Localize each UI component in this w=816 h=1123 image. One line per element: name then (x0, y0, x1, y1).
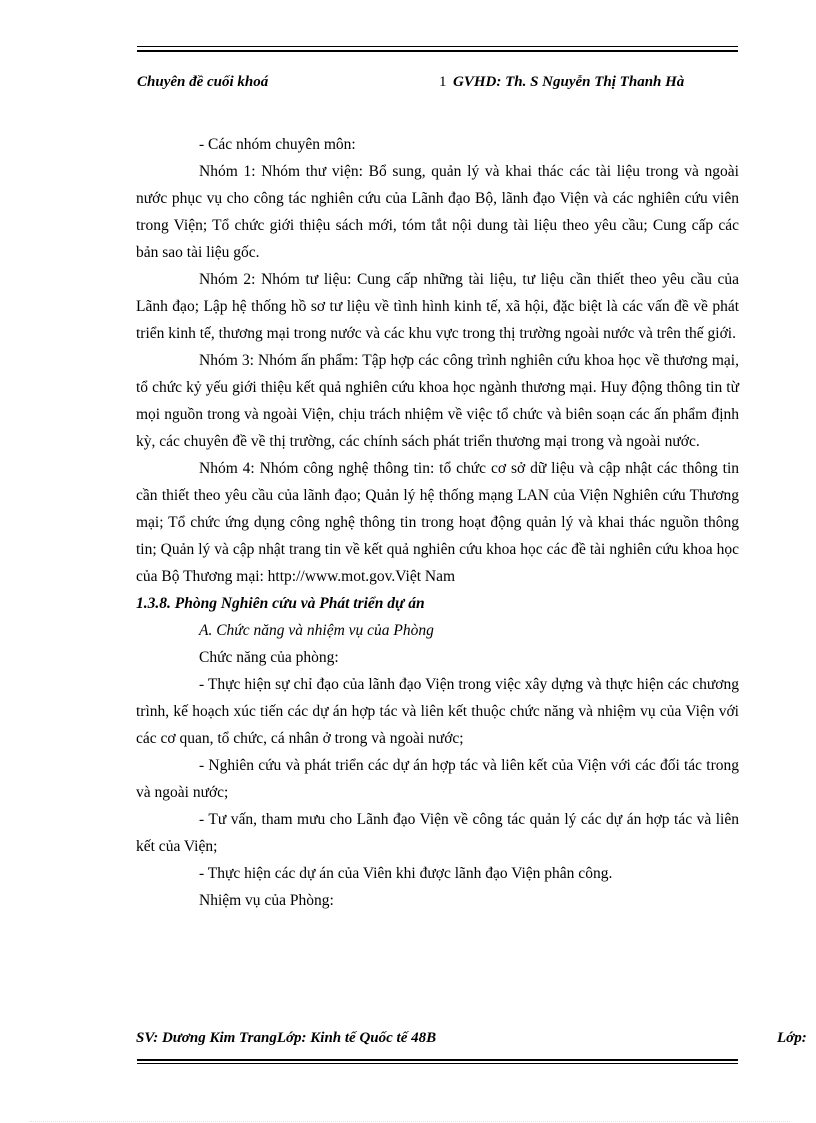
footer-rule-thick (137, 1059, 738, 1061)
page-edge (30, 1121, 790, 1122)
paragraph-group-3: Nhóm 3: Nhóm ấn phẩm: Tập hợp các công trình nghiên cứu khoa học về thương mại, tổ chức kỷ yếu giới thiệu kết quả nghiên cứu khoa học ngành thương mại. Huy động thông tin từ mọi nguồn trong và ngoài Viện, chịu trách nhiệm về việc tổ chức và biên soạn các ấn phẩm định kỳ, các chuyên đề về thị trường, các chính sách phát triển thương mại trong và ngoài nước. (136, 352, 739, 450)
paragraph-group-2: Nhóm 2: Nhóm tư liệu: Cung cấp những tài liệu, tư liệu cần thiết theo yêu cầu của Lãnh đạo; Lập hệ thống hồ sơ tư liệu về tình hình kinh tế, xã hội, đặc biệt là các vấn đề về phát triển kinh tế, thương mại trong nước và các khu vực trong thị trường ngoài nước và trên thế giới. (136, 271, 739, 342)
footer-class: Lớp: (777, 1030, 807, 1046)
function-item: - Thực hiện sự chỉ đạo của lãnh đạo Viện trong việc xây dựng và thực hiện các chương trình, kế hoạch xúc tiến các dự án hợp tác và liên kết thuộc chức năng và nhiệm vụ của Viện với các cơ quan, tổ chức, cá nhân ở trong và ngoài nước; (136, 676, 739, 747)
paragraph-group-1: Nhóm 1: Nhóm thư viện: Bổ sung, quản lý và khai thác các tài liệu trong và ngoài nước phục vụ cho công tác nghiên cứu của Lãnh đạo Bộ, lãnh đạo Viện và các nghiên cứu viên trong Viện; Tổ chức giới thiệu sách mới, tóm tắt nội dung tài liệu theo yêu cầu; Cung cấp các bản sao tài liệu gốc. (136, 163, 739, 261)
duty-label: Nhiệm vụ của Phòng: (199, 892, 334, 909)
footer-rule (137, 1063, 738, 1064)
function-label: Chức năng của phòng: (199, 649, 339, 666)
page-number: 1 (439, 74, 447, 90)
header-rule (137, 46, 738, 47)
paragraph-group-4: Nhóm 4: Nhóm công nghệ thông tin: tổ chức cơ sở dữ liệu và cập nhật các thông tin cần thiết theo yêu cầu của lãnh đạo; Quản lý hệ thống mạng LAN của Viện Nghiên cứu Thương mại; Tổ chức ứng dụng công nghệ thông tin trong hoạt động quản lý và khai thác nguồn thông tin; Quản lý và cập nhật trang tin về kết quả nghiên cứu khoa học các đề tài nghiên cứu khoa học của Bộ Thương mại: http://www.mot.gov.Việt Nam (136, 460, 739, 585)
document-body (136, 131, 739, 914)
function-item: - Nghiên cứu và phát triển các dự án hợp tác và liên kết của Viện với các đối tác trong và ngoài nước; (136, 757, 739, 801)
section-heading: 1.3.8. Phòng Nghiên cứu và Phát triển dự án (136, 595, 425, 612)
header-instructor: GVHD: Th. S Nguyễn Thị Thanh Hà (453, 74, 685, 90)
header-rule-thick (137, 50, 738, 52)
subsection-heading: A. Chức năng và nhiệm vụ của Phòng (199, 622, 434, 639)
paragraph-groups-intro: - Các nhóm chuyên môn: (199, 136, 356, 153)
function-item: - Thực hiện các dự án của Viên khi được lãnh đạo Viện phân công. (199, 865, 613, 882)
page-header (137, 74, 777, 98)
function-item: - Tư vấn, tham mưu cho Lãnh đạo Viện về công tác quản lý các dự án hợp tác và liên kết của Viện; (136, 811, 739, 855)
page-footer (136, 1030, 816, 1054)
header-title: Chuyên đề cuối khoá (137, 74, 269, 90)
footer-student: SV: Dương Kim TrangLớp: Kinh tế Quốc tế 48B (136, 1030, 437, 1046)
